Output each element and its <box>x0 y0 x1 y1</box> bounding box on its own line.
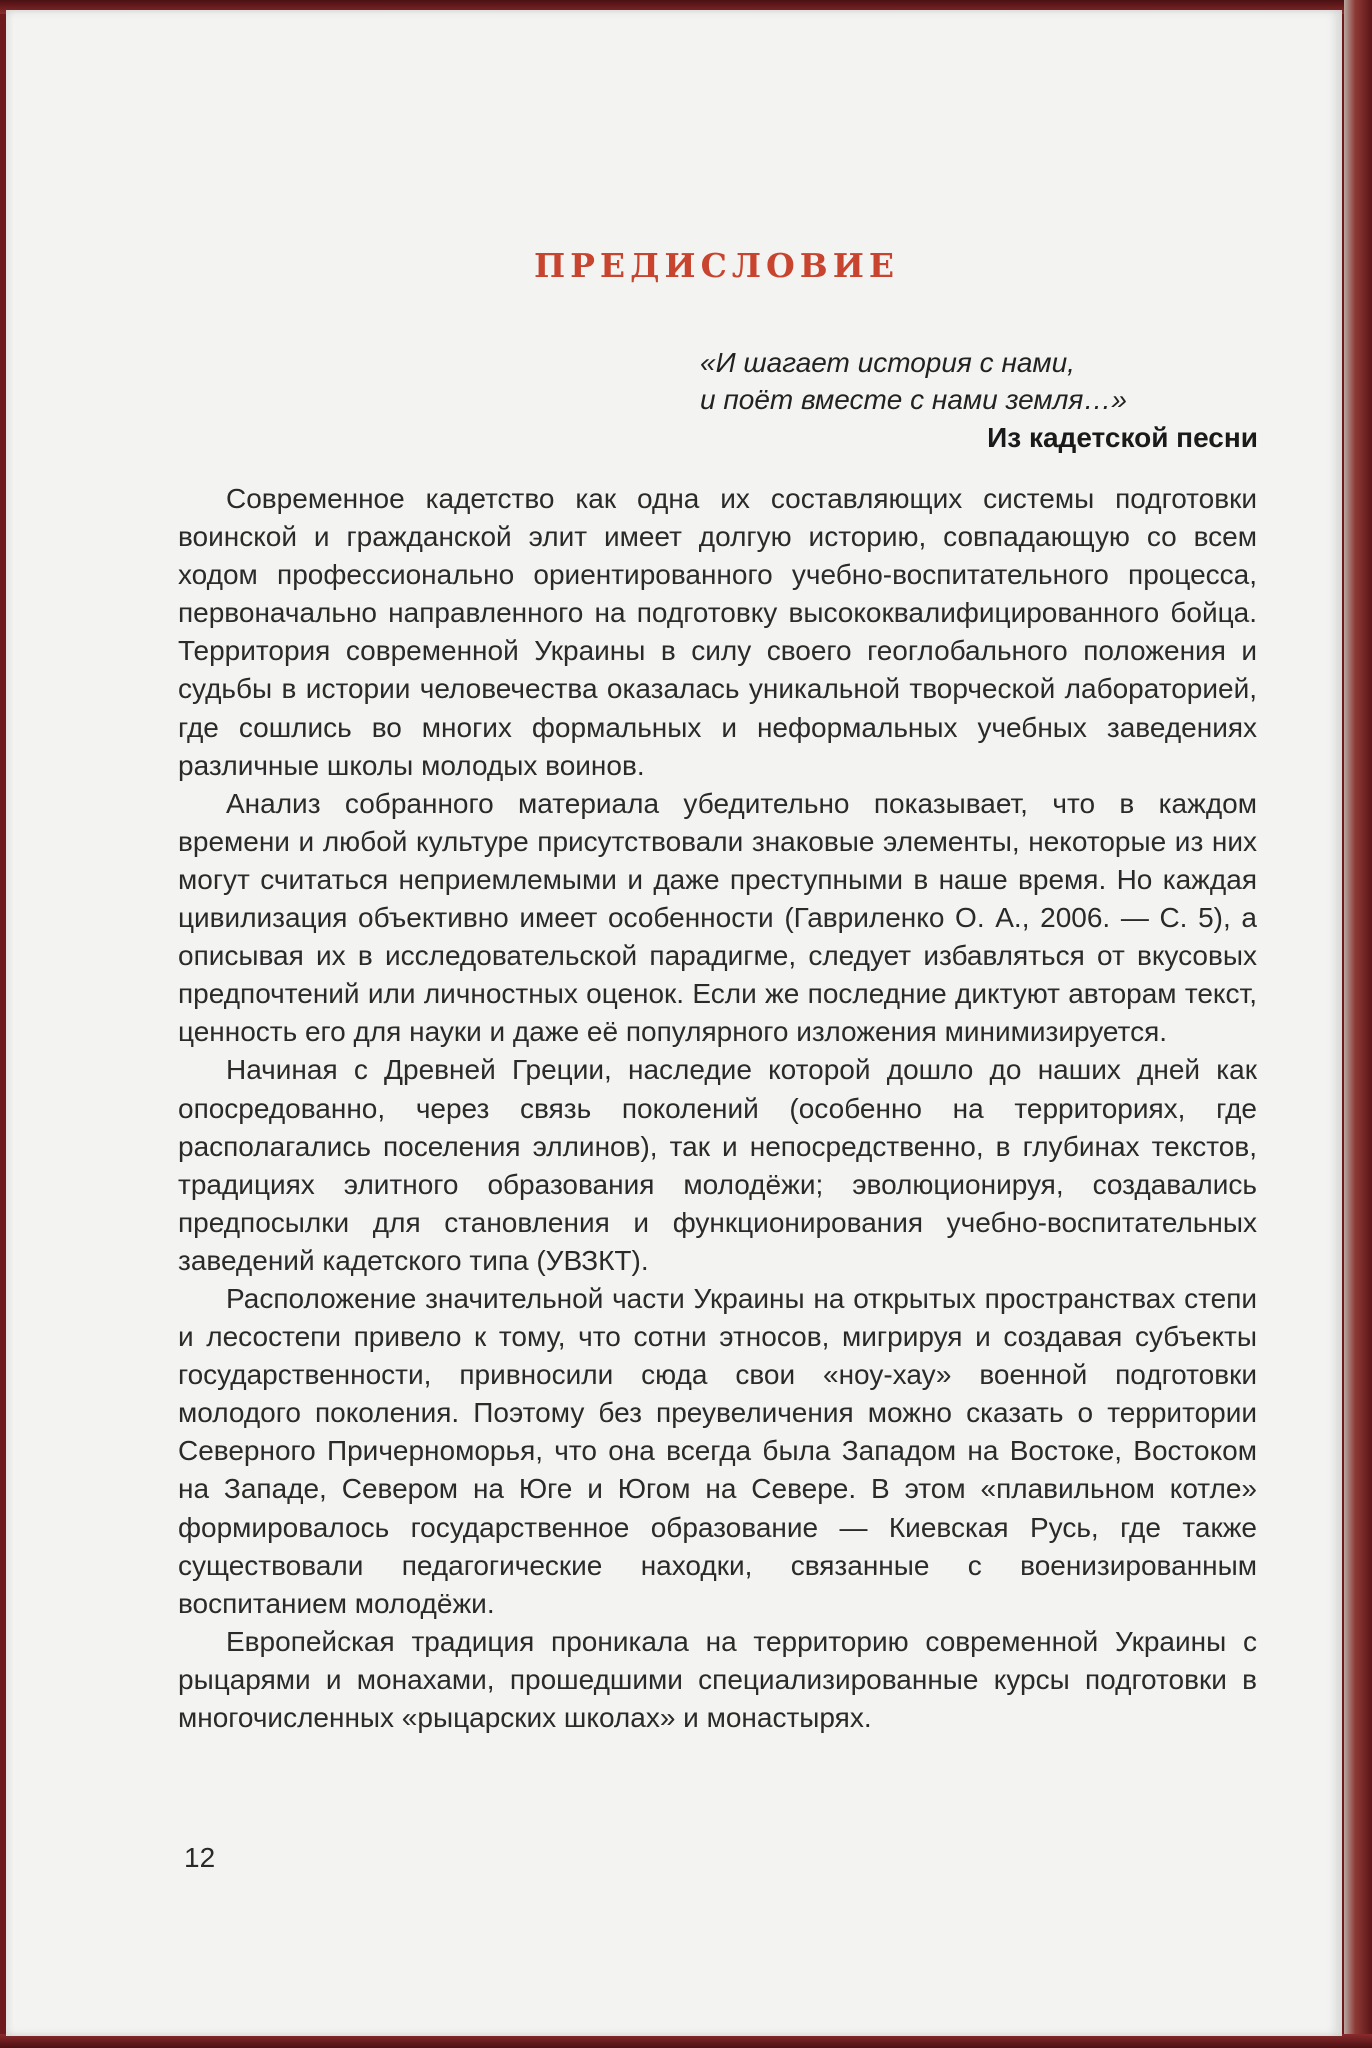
book-binding-bottom <box>0 2034 1372 2048</box>
paragraph: Европейская традиция проникала на территорию современной Украины с рыцарями и монахами, прошедшими специализированные курсы подготовки в многочисленных «рыцарских школах» и монастырях. <box>178 1625 1257 1733</box>
paragraph: Расположение значительной части Украины на открытых пространствах степи и лесостепи привело к тому, что сотни этносов, мигрируя и создавая субъекты государственности, привносили сюда свои «ноу-хау» военной подготовки молодого поколения. Поэтому без преувеличения можно сказать о территории Северного Причерноморья, что она всегда была Западом на Востоке, Востоком на Западе, Севером на Юге и Югом на Севере. В этом «плавильном котле» формировалось государственное образование — Киевская Русь, где также существовали педагогические находки, связанные с военизированным воспитанием молодёжи. <box>178 1282 1257 1619</box>
book-binding-right <box>1344 0 1372 2048</box>
page-heading: ПРЕДИСЛОВИЕ <box>533 246 900 285</box>
epigraph <box>700 344 1258 456</box>
paragraph: Современное кадетство как одна их составляющих системы подготовки воинской и гражданской элит имеет долгую историю, совпадающую со всем ходом профессионально ориентированного учебно-воспитательного процесса, первоначально направленного на подготовку высококвалифицированного бойца. Территория современной Украины в силу своего геоглобального положения и судьбы в истории человечества оказалась уникальной творческой лабораторией, где сошлись во многих формальных и неформальных учебных заведениях различные школы молодых воинов. <box>178 483 1257 781</box>
epigraph-source: Из кадетской песни <box>987 422 1258 453</box>
body-text <box>178 480 1257 1737</box>
paragraph: Анализ собранного материала убедительно показывает, что в каждом времени и любой культуре присутствовали знаковые элементы, некоторые из них могут считаться неприемлемыми и даже преступными в наше время. Но каждая цивилизация объективно имеет особенности (Гавриленко О. А., 2006. — С. 5), а описывая их в исследовательской парадигме, следует избавляться от вкусовых предпочтений или личностных оценок. Если же последние диктуют авторам текст, ценность его для науки и даже её популярного изложения минимизируется. <box>178 787 1257 1048</box>
epigraph-line-2: и поёт вместе с нами земля…» <box>700 384 1127 415</box>
page-number: 12 <box>184 1842 216 1873</box>
epigraph-line-1: «И шагает история с нами, <box>700 347 1075 378</box>
paragraph: Начиная с Древней Греции, наследие которой дошло до наших дней как опосредованно, через связь поколений (особенно на территориях, где располагались поселения эллинов), так и непосредственно, в глубинах текстов, традициях элитного образования молодёжи; эволюционируя, создавались предпосылки для становления и функционирования учебно-воспитательных заведений кадетского типа (УВЗКТ). <box>178 1054 1257 1276</box>
